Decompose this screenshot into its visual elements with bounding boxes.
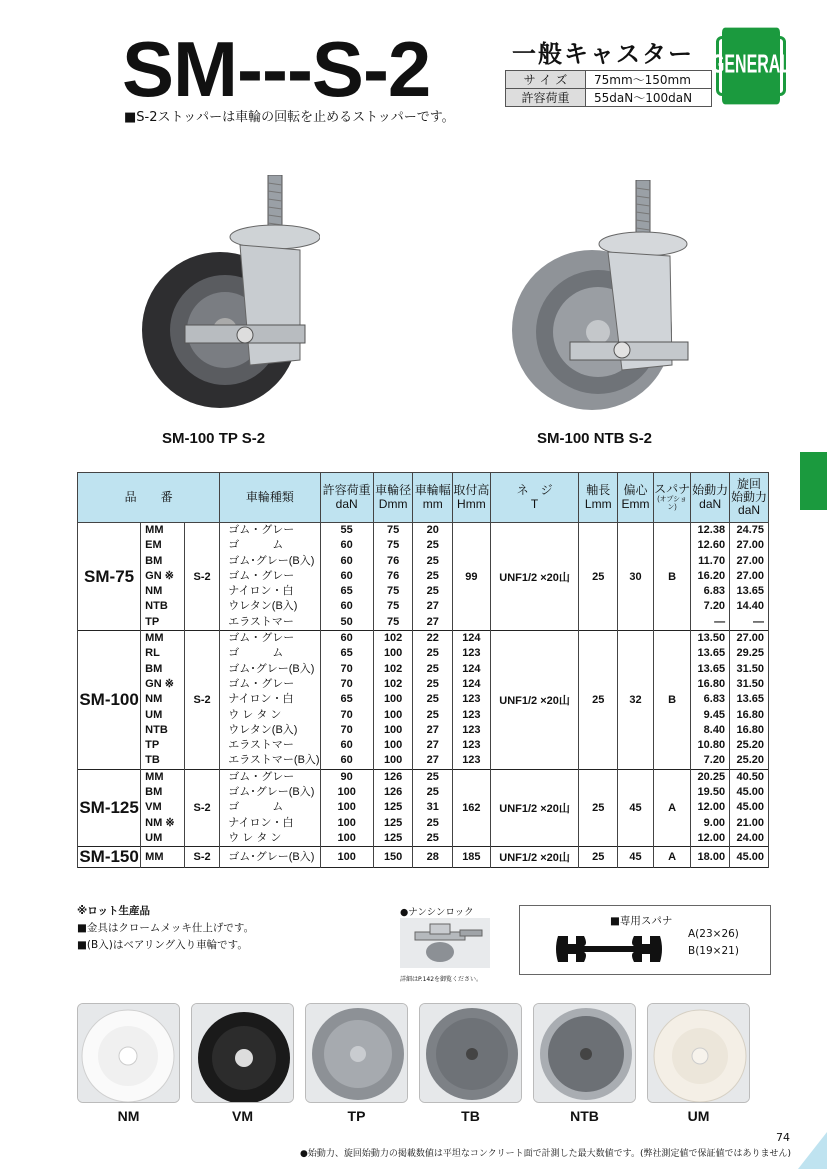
spec-key: 許容荷重 (506, 89, 586, 107)
note-bearing: ■(B入)はベアリング入り車輪です。 (77, 939, 248, 951)
load-values-line: 70 (340, 723, 353, 736)
width-values-line: 27 (426, 754, 439, 767)
table-group (78, 847, 769, 868)
height-values-line: 124 (462, 677, 481, 690)
header-axle: 軸長 Lmm (579, 473, 618, 523)
swivel-force-values (730, 847, 769, 868)
load-values (320, 847, 373, 868)
start-force-values (691, 847, 730, 868)
height-values-line: 123 (462, 723, 481, 736)
diameter-values (373, 847, 413, 868)
header-wheel-type: 車輪種類 (220, 473, 320, 523)
diameter-values-line: 100 (383, 723, 403, 736)
model-codes-line: NTB (145, 723, 168, 736)
swivel-force-values (730, 523, 769, 631)
model-codes-line: BM (145, 554, 163, 567)
model-codes (141, 847, 185, 868)
model-codes (141, 523, 185, 631)
start-force-values-line: 20.25 (697, 770, 726, 783)
header-width: 車輪幅 mm (413, 473, 453, 523)
wheel-types-line: ウレタン(B入) (228, 723, 298, 736)
wheel-types (220, 523, 320, 631)
width-values-line: 25 (426, 554, 439, 567)
load-values-line: 65 (340, 693, 353, 706)
height-value: 185 (452, 847, 490, 868)
height-values-line: 123 (462, 693, 481, 706)
diameter-values-line: 150 (383, 850, 403, 863)
load-values (320, 631, 373, 770)
width-values-line: 22 (426, 632, 439, 645)
diameter-values-line: 75 (387, 615, 400, 628)
swivel-force-values (730, 769, 769, 846)
diameter-values-line: 102 (383, 677, 403, 690)
thread-spec: UNF1/2 ×20山 (490, 631, 579, 770)
wheel-card-tb (419, 1003, 522, 1103)
nanshin-lock-image (400, 918, 490, 968)
axle-length: 25 (579, 769, 618, 846)
start-force-values-line: 6.83 (703, 585, 726, 598)
wheel-card-um (647, 1003, 750, 1103)
wheel-label-vm: VM (232, 1108, 253, 1124)
swivel-force-values-line: 40.50 (736, 770, 764, 783)
caster-photo-tp (140, 175, 320, 425)
load-values-line: 100 (337, 786, 356, 799)
caster-photo-ntb (510, 180, 695, 425)
wheel-types-line: ナイロン・白 (228, 693, 294, 706)
notes (77, 903, 254, 954)
wheel-types (220, 769, 320, 846)
spec-key: サ イ ズ (506, 71, 586, 89)
load-values-line: 60 (340, 539, 353, 552)
start-force-values (691, 631, 730, 770)
load-values-line: 60 (340, 569, 353, 582)
model-codes-line: BM (145, 662, 163, 675)
category-title: 一般キャスター (512, 40, 694, 68)
model-codes-line: NM ※ (145, 816, 175, 829)
start-force-values-line: 9.45 (703, 708, 726, 721)
start-force-values-line: 19.50 (697, 786, 726, 799)
wheel-types-line: ゴム・グレー (228, 677, 295, 690)
wheel-um-image (648, 1004, 750, 1103)
model-codes-line: MM (145, 770, 164, 783)
wheel-types-line: ゴム・グレー (228, 632, 295, 645)
start-force-values-line: 13.65 (697, 647, 726, 660)
height-values (452, 631, 490, 770)
width-values (413, 631, 453, 770)
load-values-line: 70 (340, 662, 353, 675)
width-values-line: 25 (426, 662, 439, 675)
wheel-types-line: エラストマー (228, 615, 294, 628)
page-title: SM---S-2 (122, 25, 431, 113)
wheel-types-line: エラストマー(B入) (228, 754, 320, 767)
wheel-types-line: ナイロン・白 (228, 585, 294, 598)
model-codes-line: UM (145, 708, 163, 721)
note-lot: ※ロット生産品 (77, 905, 150, 917)
swivel-force-values-line: 13.65 (736, 585, 764, 598)
model-codes-line: TP (145, 615, 160, 628)
width-values-line: 31 (426, 801, 439, 814)
stopper-type: S-2 (184, 631, 219, 770)
lead-text: ■S-2ストッパーは車輪の回転を止めるストッパーです。 (124, 110, 455, 125)
width-values (413, 847, 453, 868)
wheel-types-line: ゴム・グレー (228, 524, 295, 536)
series-name: SM-125 (78, 769, 141, 846)
load-values-line: 100 (337, 850, 356, 863)
load-values (320, 769, 373, 846)
width-values-line: 27 (426, 723, 439, 736)
diameter-values (373, 769, 413, 846)
model-codes-line: RL (145, 647, 160, 660)
series-name: SM-150 (79, 847, 139, 867)
model-codes-line: TP (145, 739, 160, 752)
width-values-line: 27 (426, 600, 439, 613)
axle-length: 25 (579, 631, 618, 770)
swivel-force-values-line: 45.00 (736, 786, 764, 799)
load-values (320, 523, 373, 631)
spanner-size-b: B(19×21) (688, 945, 739, 957)
diameter-values-line: 102 (383, 632, 403, 645)
start-force-values-line: 11.70 (698, 554, 726, 567)
wheel-vm-image (192, 1004, 294, 1103)
start-force-values-line: 6.83 (703, 693, 726, 706)
thread-spec: UNF1/2 ×20山 (490, 847, 579, 868)
load-values-line: 65 (340, 647, 353, 660)
model-codes-line: NTB (145, 600, 168, 613)
model-codes-line: NM (145, 585, 163, 598)
width-values-line: 25 (426, 786, 439, 799)
wheel-tb-image (420, 1004, 522, 1103)
diameter-values-line: 100 (383, 754, 403, 767)
model-codes-line: NM (145, 693, 163, 706)
load-values-line: 55 (340, 524, 353, 536)
wheel-label-nm: NM (117, 1108, 140, 1124)
start-force-values-line: 9.00 (703, 816, 726, 829)
diameter-values (373, 523, 413, 631)
start-force-values-line: — (714, 615, 726, 628)
start-force-values-line: 10.80 (697, 739, 726, 752)
model-codes-line: EM (145, 539, 162, 552)
wheel-types-line: ウ レ タ ン (228, 708, 282, 721)
spanner-icon (554, 932, 664, 966)
wheel-card-nm (77, 1003, 180, 1103)
swivel-force-values-line: 25.20 (736, 754, 764, 767)
width-values-line: 25 (426, 831, 439, 844)
swivel-force-values-line: 21.00 (736, 816, 764, 829)
start-force-values-line: 13.50 (697, 632, 726, 645)
model-codes-line: GN ※ (145, 569, 174, 582)
swivel-force-values-line: 45.00 (736, 850, 764, 863)
wheel-types-line: エラストマー (228, 739, 294, 752)
width-values-line: 25 (426, 585, 439, 598)
load-values-line: 100 (337, 816, 356, 829)
section-tab (800, 452, 827, 510)
series-name: SM-75 (78, 523, 141, 631)
swivel-force-values-line: 27.00 (736, 539, 764, 552)
start-force-values (691, 769, 730, 846)
wheel-ntb-image (534, 1004, 636, 1103)
height-values-line: 123 (462, 754, 481, 767)
width-values-line: 20 (426, 524, 439, 536)
thread-spec: UNF1/2 ×20山 (490, 769, 579, 846)
diameter-values-line: 100 (383, 693, 403, 706)
wheel-label-tp: TP (347, 1108, 366, 1124)
diameter-values (373, 631, 413, 770)
table-group (78, 523, 769, 631)
nanshin-title: ●ナンシンロック (400, 907, 474, 918)
wheel-types-line: ナイロン・白 (228, 816, 294, 829)
start-force-values-line: 16.20 (697, 569, 726, 582)
spec-value: 75mm〜150mm (586, 71, 712, 89)
start-force-values-line: 12.00 (697, 831, 726, 844)
general-badge-label: GENERAL (722, 28, 780, 105)
wheel-label-um: UM (687, 1108, 710, 1124)
diameter-values-line: 75 (387, 585, 400, 598)
wheel-types-line: ウレタン(B入) (228, 600, 298, 613)
diameter-values-line: 125 (383, 801, 403, 814)
stopper-type: S-2 (184, 769, 219, 846)
series-name: SM-100 (78, 631, 141, 770)
start-force-values-line: 18.00 (697, 850, 726, 863)
general-badge (711, 36, 791, 96)
wheel-types-line: ゴム・グレー (228, 569, 295, 582)
load-values-line: 50 (340, 615, 353, 628)
load-values-line: 100 (337, 801, 356, 814)
wheel-types-line: ゴ ム (228, 647, 284, 660)
swivel-force-values-line: 27.00 (736, 554, 764, 567)
spec-value: 55daN〜100daN (586, 89, 712, 107)
load-values-line: 70 (340, 677, 353, 690)
table-group (78, 631, 769, 770)
model-codes-line: MM (145, 632, 164, 645)
start-force-values-line: 12.38 (697, 524, 726, 536)
model-codes-line: MM (145, 850, 164, 863)
model-codes-line: BM (145, 786, 163, 799)
swivel-force-values-line: 13.65 (736, 693, 764, 706)
wheel-types-line: ゴム・グレー (228, 770, 295, 783)
diameter-values-line: 76 (387, 569, 400, 582)
table-group (78, 769, 769, 846)
wheel-tp-image (306, 1004, 408, 1103)
wheel-types-line: ウ レ タ ン (228, 831, 282, 844)
width-values-line: 25 (426, 708, 439, 721)
model-codes-line: UM (145, 831, 163, 844)
spanner-type: B (653, 631, 690, 770)
start-force-values-line: 12.60 (697, 539, 726, 552)
spanner-size-a: A(23×26) (688, 928, 739, 940)
swivel-force-values-line: 24.00 (736, 831, 764, 844)
swivel-force-values-line: 16.80 (736, 708, 764, 721)
header-load: 許容荷重 daN (320, 473, 373, 523)
wheel-card-vm (191, 1003, 294, 1103)
width-values-line: 28 (426, 850, 439, 863)
model-codes-line: TB (145, 754, 160, 767)
diameter-values-line: 100 (383, 739, 403, 752)
swivel-force-values-line: 25.20 (736, 739, 764, 752)
start-force-values-line: 16.80 (697, 677, 726, 690)
table-row (78, 523, 769, 631)
swivel-force-values-line: — (753, 615, 764, 628)
wheel-types-line: ゴム･グレー(B入) (228, 850, 315, 863)
wheel-types-line: ゴ ム (228, 539, 284, 552)
diameter-values-line: 126 (383, 770, 403, 783)
spanner-type: A (653, 847, 690, 868)
swivel-force-values-line: 14.40 (736, 600, 764, 613)
width-values (413, 769, 453, 846)
axle-length: 25 (579, 523, 618, 631)
start-force-values (691, 523, 730, 631)
offset-value: 32 (618, 631, 654, 770)
diameter-values-line: 100 (383, 708, 403, 721)
footer-note: ●始動力、旋回始動力の掲載数値は平坦なコンクリート面で計測した最大数値です。(弊社測定値で保証値ではありません) (300, 1149, 791, 1159)
stopper-type: S-2 (184, 847, 219, 868)
width-values-line: 25 (426, 693, 439, 706)
model-codes (141, 769, 185, 846)
photo-label-tp: SM-100 TP S-2 (162, 430, 266, 447)
diameter-values-line: 125 (383, 831, 403, 844)
diameter-values-line: 75 (387, 600, 400, 613)
model-codes-line: GN ※ (145, 677, 174, 690)
note-chrome: ■金具はクロームメッキ仕上げです。 (77, 922, 255, 934)
header-diameter: 車輪径 Dmm (373, 473, 413, 523)
spanner-type: A (653, 769, 690, 846)
table-row (78, 769, 769, 846)
height-value: 162 (452, 769, 490, 846)
wheel-types-line: ゴム･グレー(B入) (228, 786, 315, 799)
nanshin-lock-box (400, 904, 498, 983)
model-codes (141, 631, 185, 770)
height-values-line: 123 (462, 739, 481, 752)
height-values-line: 123 (462, 647, 481, 660)
width-values-line: 27 (426, 615, 439, 628)
swivel-force-values-line: 27.00 (736, 569, 764, 582)
spanner-box (519, 905, 771, 975)
photo-label-ntb: SM-100 NTB S-2 (537, 430, 653, 447)
swivel-force-values-line: 31.50 (736, 662, 764, 675)
axle-length: 25 (579, 847, 618, 868)
start-force-values-line: 12.00 (697, 801, 726, 814)
swivel-force-values-line: 45.00 (736, 801, 764, 814)
stopper-type: S-2 (184, 523, 219, 631)
height-values-line: 124 (462, 632, 481, 645)
wheel-types (220, 631, 320, 770)
diameter-values-line: 100 (383, 647, 403, 660)
nanshin-note: 詳細はP.142を御覧ください。 (400, 976, 483, 983)
swivel-force-values-line: 16.80 (736, 723, 764, 736)
start-force-values-line: 13.65 (697, 662, 726, 675)
wheel-types-line: ゴム･グレー(B入) (228, 554, 315, 567)
width-values-line: 25 (426, 816, 439, 829)
header-part-no: 品 番 (78, 473, 220, 523)
header-thread: ネ ジ T (490, 473, 579, 523)
swivel-force-values-line: 29.25 (736, 647, 764, 660)
diameter-values-line: 102 (383, 662, 403, 675)
load-values-line: 100 (337, 831, 356, 844)
swivel-force-values (730, 631, 769, 770)
load-values-line: 60 (340, 632, 353, 645)
swivel-force-values-line: 24.75 (736, 524, 764, 536)
corner-triangle (798, 1132, 827, 1169)
swivel-force-values-line: 27.00 (736, 632, 764, 645)
load-values-line: 60 (340, 554, 353, 567)
table-row (78, 847, 769, 868)
offset-value: 45 (618, 847, 654, 868)
header-start-force: 始動力 daN (691, 473, 730, 523)
header-swivel-force: 旋回 始動力 daN (730, 473, 769, 523)
width-values (413, 523, 453, 631)
wheel-label-tb: TB (461, 1108, 480, 1124)
load-values-line: 90 (340, 770, 353, 783)
spec-summary-table (505, 70, 712, 107)
load-values-line: 65 (340, 585, 353, 598)
spec-table (77, 472, 769, 868)
height-value: 99 (452, 523, 490, 631)
wheel-types-line: ゴム･グレー(B入) (228, 662, 315, 675)
width-values-line: 25 (426, 770, 439, 783)
diameter-values-line: 75 (387, 539, 400, 552)
header-spanner: スパナ (オプション) (653, 473, 690, 523)
wheel-card-ntb (533, 1003, 636, 1103)
load-values-line: 60 (340, 754, 353, 767)
header-height: 取付高 Hmm (452, 473, 490, 523)
width-values-line: 25 (426, 569, 439, 582)
load-values-line: 60 (340, 600, 353, 613)
height-values-line: 124 (462, 662, 481, 675)
width-values-line: 25 (426, 677, 439, 690)
width-values-line: 25 (426, 647, 439, 660)
header-offset: 偏心 Emm (618, 473, 654, 523)
offset-value: 45 (618, 769, 654, 846)
diameter-values-line: 75 (387, 524, 400, 536)
model-codes-line: VM (145, 801, 162, 814)
height-values-line: 123 (462, 708, 481, 721)
swivel-force-values-line: 31.50 (736, 677, 764, 690)
start-force-values-line: 7.20 (703, 754, 726, 767)
page-number: 74 (776, 1131, 790, 1144)
offset-value: 30 (618, 523, 654, 631)
table-row (78, 631, 769, 770)
wheel-card-tp (305, 1003, 408, 1103)
spanner-type: B (653, 523, 690, 631)
wheel-types-line: ゴ ム (228, 801, 284, 814)
diameter-values-line: 76 (387, 554, 400, 567)
load-values-line: 70 (340, 708, 353, 721)
model-codes-line: MM (145, 524, 164, 536)
start-force-values-line: 7.20 (703, 600, 726, 613)
wheel-nm-image (78, 1004, 180, 1103)
load-values-line: 60 (340, 739, 353, 752)
wheel-types (220, 847, 320, 868)
thread-spec: UNF1/2 ×20山 (490, 523, 579, 631)
start-force-values-line: 8.40 (703, 723, 726, 736)
diameter-values-line: 126 (383, 786, 403, 799)
spanner-title: ■専用スパナ (610, 915, 673, 927)
diameter-values-line: 125 (383, 816, 403, 829)
width-values-line: 27 (426, 739, 439, 752)
width-values-line: 25 (426, 539, 439, 552)
wheel-label-ntb: NTB (570, 1108, 599, 1124)
